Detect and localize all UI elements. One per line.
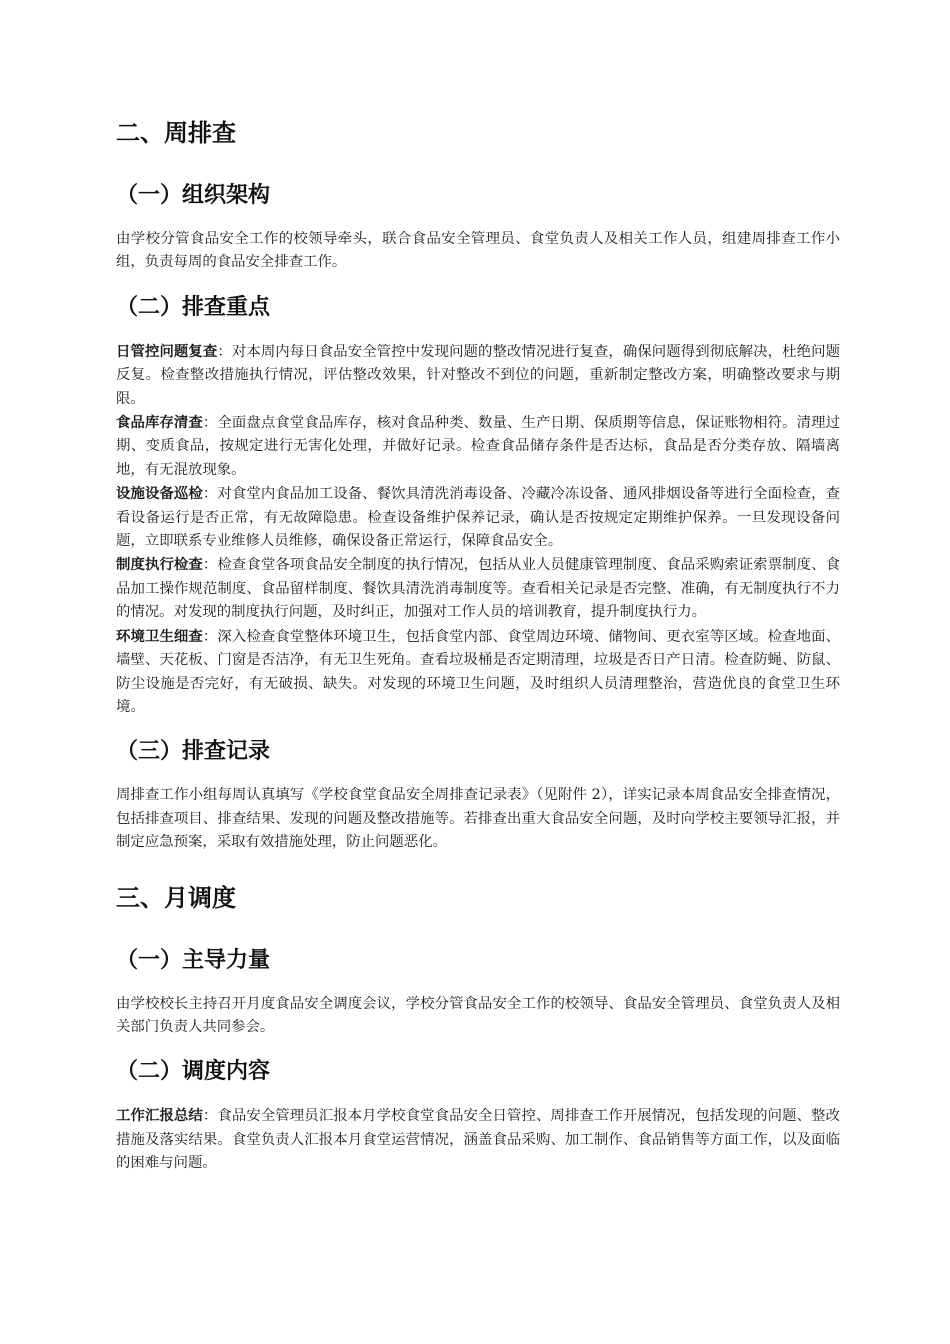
item-text: 对食堂内食品加工设备、餐饮具清洗消毒设备、冷藏冷冻设备、通风排烟设备等进行全面检查，查看设备运行是否正常，有无故障隐患。检查设备维护保养记录，确认是否按规定定期维护保养。一旦发现设备问题，立即联系专业维修人员维修，确保设备正常运行，保障食品安全。 (116, 486, 840, 550)
subsection-heading: （二）调度内容 (116, 1059, 271, 1085)
item-text: 对本周内每日食品安全管控中发现问题的整改情况进行复查，确保问题得到彻底解决，杜绝问题反复。检查整改措施执行情况，评估整改效果，针对整改不到位的问题，重新制定整改方案，明确整改要求与期限。 (116, 343, 840, 407)
section-heading: 二、周排查 (116, 119, 236, 147)
item-separator: ： (217, 343, 232, 360)
item-label: 制度执行检查 (116, 556, 203, 574)
item-text: 检查食堂各项食品安全制度的执行情况，包括从业人员健康管理制度、食品采购索证索票制度、食品加工操作规范制度、食品留样制度、餐饮具清洗消毒制度等。查看相关记录是否完整、准确，有无制度执行不力的情况。对发现的制度执行问题，及时纠正，加强对工作人员的培训教育，提升制度执行力。 (116, 557, 840, 621)
list-item (116, 340, 840, 411)
item-separator: ： (202, 1108, 218, 1125)
item-label: 环境卫生细查 (116, 627, 203, 645)
item-label: 食品库存清查 (116, 414, 203, 432)
item-separator: ： (202, 486, 218, 503)
list-item (116, 482, 840, 553)
item-text: 深入检查食堂整体环境卫生，包括食堂内部、食堂周边环境、储物间、更衣室等区域。检查地面、墙壁、天花板、门窗是否洁净，有无卫生死角。查看垃圾桶是否定期清理，垃圾是否日产日清。检查防蝇、防鼠、防尘设施是否完好，有无破损、缺失。对发现的环境卫生问题，及时组织人员清理整治，营造优良的食堂卫生环境。 (116, 628, 840, 715)
subsection-heading: （三）排查记录 (116, 739, 271, 765)
subsection-heading: （一）主导力量 (116, 947, 271, 973)
item-label: 工作汇报总结 (116, 1107, 203, 1125)
paragraph: 周排查工作小组每周认真填写《学校食堂食品安全周排查记录表》（见附件 2），详实记录本周食品安全排查情况，包括排查项目、排查结果、发现的问题及整改措施等。若排查出重大食品安全问题，及时向学校主要领导汇报，并制定应急预案，采取有效措施处理，防止问题恶化。 (116, 787, 840, 851)
paragraph: 由学校校长主持召开月度食品安全调度会议，学校分管食品安全工作的校领导、食品安全管理员、食堂负责人及相关部门负责人共同参会。 (116, 995, 840, 1035)
item-separator: ： (202, 628, 218, 645)
paragraph: 由学校分管食品安全工作的校领导牵头，联合食品安全管理员、食堂负责人及相关工作人员，组建周排查工作小组，负责每周的食品安全排查工作。 (116, 231, 840, 271)
subsection-heading: （二）排查重点 (116, 294, 271, 320)
list-item (116, 553, 840, 624)
document-page (116, 112, 840, 1176)
list-item (116, 411, 840, 482)
item-separator: ： (202, 415, 218, 432)
item-text: 全面盘点食堂食品库存，核对食品种类、数量、生产日期、保质期等信息，保证账物相符。清理过期、变质食品，按规定进行无害化处理，并做好记录。检查食品储存条件是否达标，食品是否分类存放、隔墙离地，有无混放现象。 (116, 415, 840, 478)
item-label: 日管控问题复查 (116, 342, 218, 360)
section-heading: 三、月调度 (116, 883, 236, 912)
subsection-heading: （一）组织架构 (116, 183, 271, 208)
item-separator: ： (202, 557, 218, 574)
item-text: 食品安全管理员汇报本月学校食堂食品安全日管控、周排查工作开展情况，包括发现的问题、整改措施及落实结果。食堂负责人汇报本月食堂运营情况，涵盖食品采购、加工制作、食品销售等方面工作，以及面临的困难与问题。 (116, 1108, 840, 1172)
item-label: 设施设备巡检 (116, 485, 203, 503)
list-item (116, 625, 840, 720)
list-item (116, 1104, 840, 1175)
